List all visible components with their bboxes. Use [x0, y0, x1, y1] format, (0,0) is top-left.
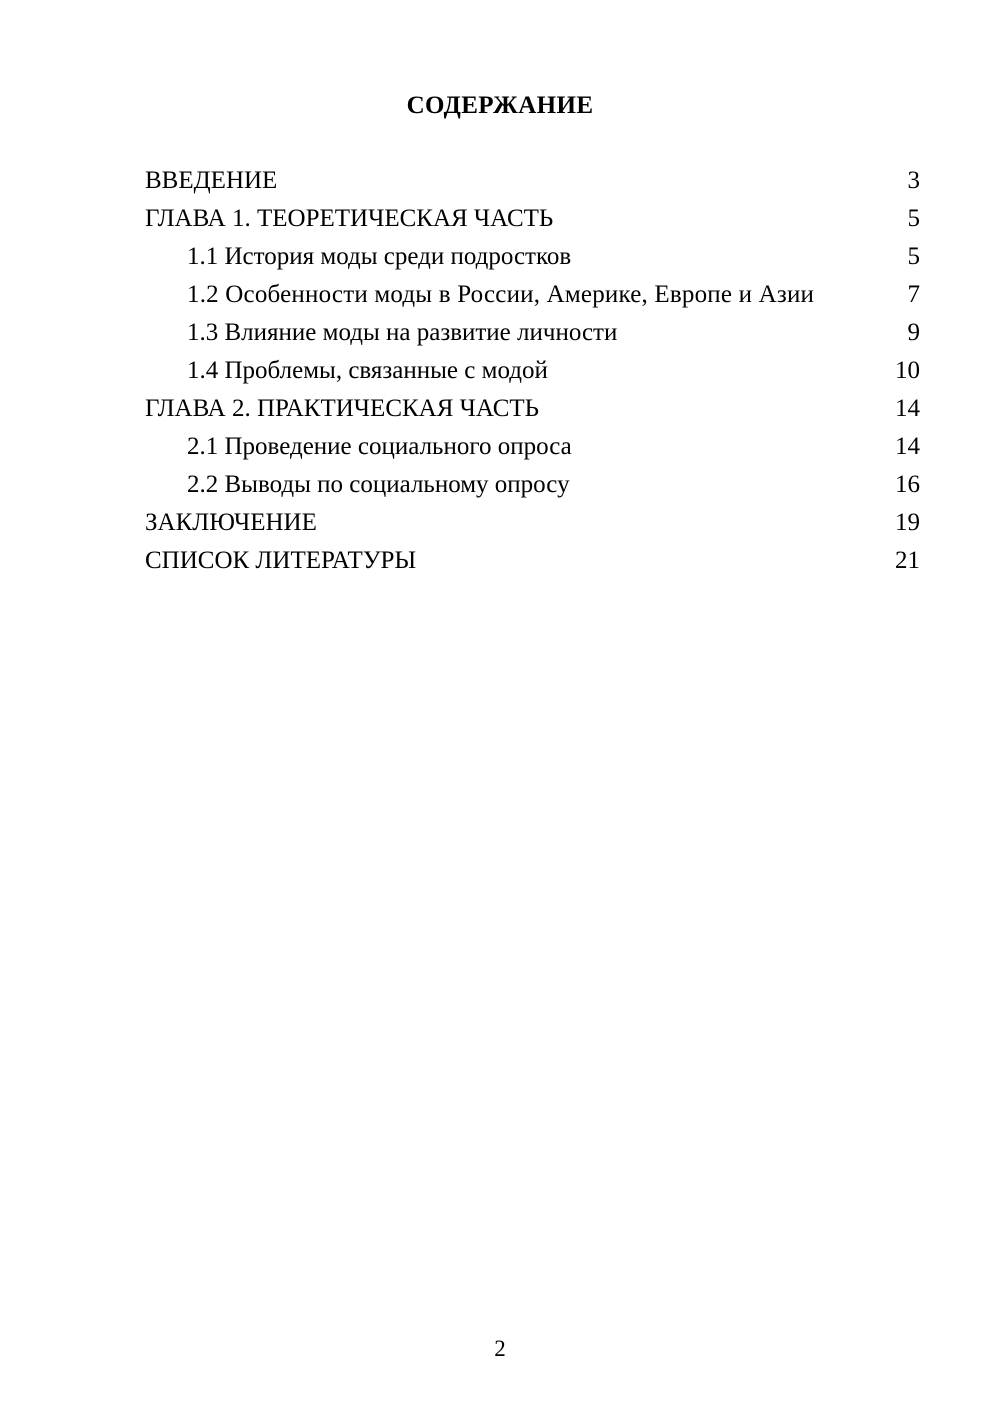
toc-entry[interactable]: [145, 238, 920, 276]
toc-entry[interactable]: [145, 504, 920, 542]
toc-entry-page: 9: [907, 319, 920, 346]
toc-entry-label: СПИСОК ЛИТЕРАТУРЫ: [145, 547, 417, 574]
toc-entry-page: 21: [895, 547, 920, 574]
toc-entry[interactable]: [145, 352, 920, 390]
toc-entry[interactable]: [145, 276, 920, 314]
toc-entry[interactable]: [145, 162, 920, 200]
toc-entry[interactable]: [145, 466, 920, 504]
toc-entry-label: 1.3 Влияние моды на развитие личности: [187, 319, 618, 346]
toc-entry[interactable]: [145, 428, 920, 466]
toc-entry[interactable]: [145, 200, 920, 238]
toc-entry-page: 14: [895, 395, 920, 422]
toc-entry-label: ЗАКЛЮЧЕНИЕ: [145, 509, 317, 536]
toc-entry-page: 5: [907, 205, 920, 232]
toc-entry-label: ГЛАВА 2. ПРАКТИЧЕСКАЯ ЧАСТЬ: [145, 395, 540, 422]
toc-entry-label: ГЛАВА 1. ТЕОРЕТИЧЕСКАЯ ЧАСТЬ: [145, 205, 554, 232]
footer-page-number: 2: [494, 1336, 506, 1361]
toc-entry-page: 10: [895, 357, 920, 384]
toc-entry-label: 1.4 Проблемы, связанные с модой: [187, 357, 548, 384]
table-of-contents: [145, 162, 920, 580]
toc-entry-page: 16: [895, 471, 920, 498]
toc-entry-label: 2.2 Выводы по социальному опросу: [187, 471, 570, 498]
toc-entry-label: 1.1 История моды среди подростков: [187, 243, 572, 270]
toc-entry-page: 5: [907, 243, 920, 270]
toc-entry-page: 7: [907, 281, 920, 308]
toc-entry[interactable]: [145, 390, 920, 428]
toc-entry[interactable]: [145, 542, 920, 580]
toc-entry-page: 19: [895, 509, 920, 536]
toc-entry-page: 14: [895, 433, 920, 460]
toc-entry-page: 3: [907, 167, 920, 194]
page-title: СОДЕРЖАНИЕ: [406, 92, 594, 119]
toc-entry-label: 1.2 Особенности моды в России, Америке, Европе и Азии: [187, 281, 815, 308]
toc-entry[interactable]: [145, 314, 920, 352]
toc-entry-label: 2.1 Проведение социального опроса: [187, 433, 572, 460]
toc-entry-label: ВВЕДЕНИЕ: [145, 167, 278, 194]
